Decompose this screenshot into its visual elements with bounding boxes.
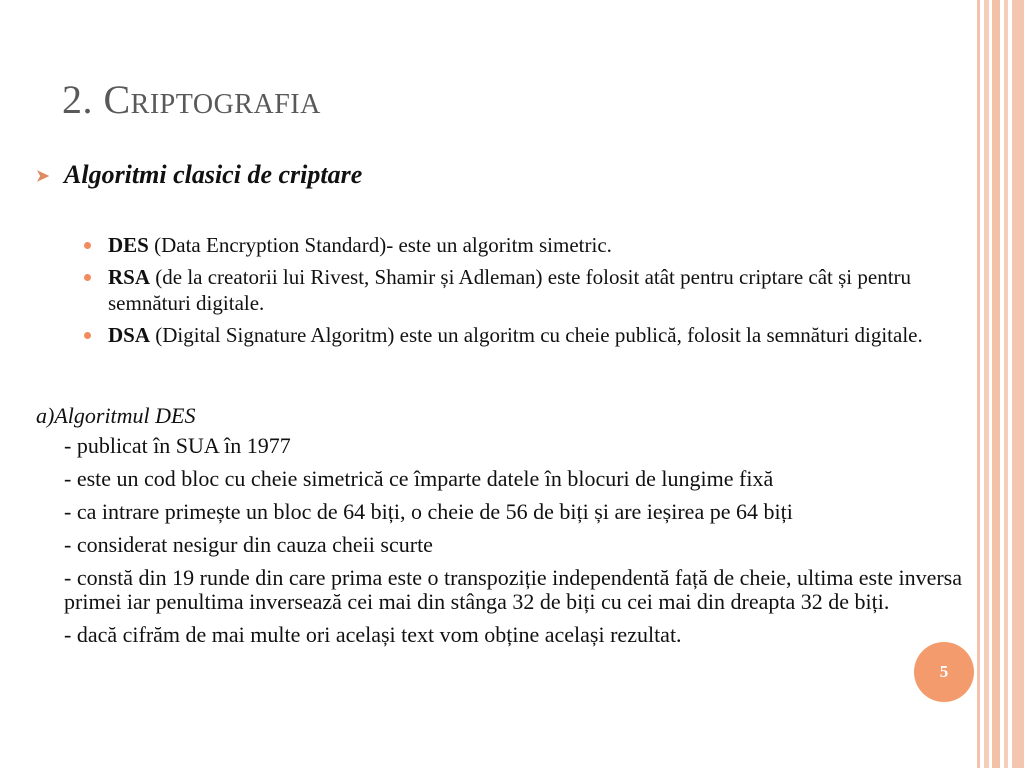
term: DSA (108, 323, 151, 347)
bullet-dot-icon (84, 242, 91, 249)
bullet-dot-icon (84, 332, 91, 339)
list-item: - dacă cifrăm de mai multe ori același text vom obține același rezultat. (64, 622, 682, 647)
decor-stripe (1012, 0, 1024, 768)
bullet-dot-icon (84, 274, 91, 281)
decor-stripe (977, 0, 980, 768)
decor-stripe (992, 0, 1000, 768)
list-item (84, 264, 964, 316)
list-item (84, 322, 964, 348)
description: (Digital Signature Algoritm) este un algoritm cu cheie publică, folosit la semnături digitale. (150, 323, 923, 347)
arrow-bullet-icon: ➤ (36, 168, 50, 185)
page-number-badge: 5 (914, 642, 974, 702)
term: RSA (108, 265, 151, 289)
list-item: - constă din 19 runde din care prima este o transpoziție independentă față de cheie, ultima este inversa primei iar penultima inversează cei mai din stânga 32 de biți cu cei mai din dreapta 32 de biți. (64, 565, 962, 614)
decor-stripe (1004, 0, 1008, 768)
decor-stripe (984, 0, 989, 768)
level1-bullet (36, 160, 956, 190)
list-item: - publicat în SUA în 1977 (64, 433, 291, 458)
list-item: - ca intrare primește un bloc de 64 biți, o cheie de 56 de biți și are ieșirea pe 64 biți (64, 499, 793, 524)
list-item: - considerat nesigur din cauza cheii scurte (64, 532, 433, 557)
list-item: - este un cod bloc cu cheie simetrică ce împarte datele în blocuri de lungime fixă (64, 466, 774, 491)
description: (Data Encryption Standard)- este un algoritm simetric. (148, 233, 612, 257)
algorithm-list (84, 232, 964, 354)
list-item (84, 232, 964, 258)
slide-title: 2. Criptografia (62, 77, 321, 122)
level1-text: Algoritmi clasici de criptare (64, 160, 363, 189)
term: DES (108, 233, 149, 257)
description: (de la creatorii lui Rivest, Shamir și Adleman) este folosit atât pentru criptare cât și pentru semnături digitale. (108, 265, 912, 315)
section-heading: a)Algoritmul DES (36, 403, 196, 428)
des-details (64, 434, 964, 656)
